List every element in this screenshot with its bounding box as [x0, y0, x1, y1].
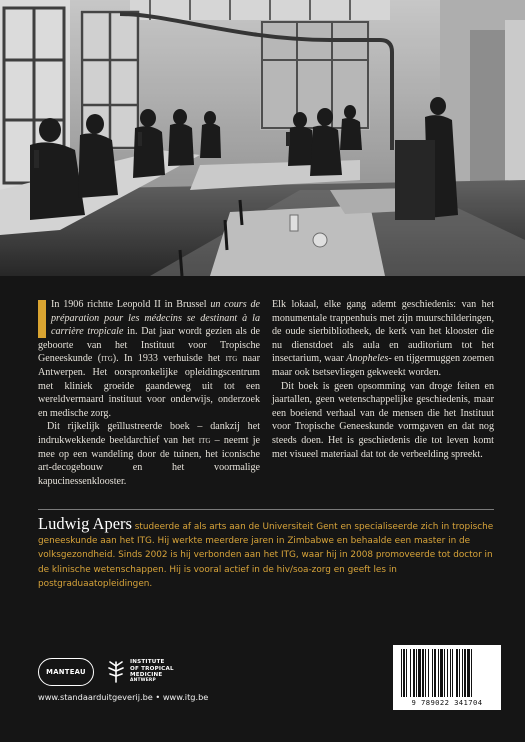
paragraph-3-text-a: Elk lokaal, elke gang ademt geschiedenis: van het monumentale trappenhuis met zijn muurschilderingen, de oude sierbibliotheek, de kerk van het klooster die nu dienstdoet als aula en auditorium tot het insectarium, waar — [272, 299, 494, 365]
barcode-bar — [452, 649, 453, 697]
abbr-itg: itg — [101, 353, 113, 365]
paragraph-3-italic: Anopheles — [346, 353, 389, 365]
publisher-logos — [38, 658, 174, 686]
paragraph-4: Dit boek is geen opsomming van droge feiten en jaartallen, geen wetenschappelijke geschiedenis, maar een boeiend verhaal van de mensen die het Instituut voor Tropische Geneeskunde vormgaven en dat nog steeds doen. Het is geschiedenis die tot leven komt met visueel materiaal dat tot de verbeelding spreekt. — [272, 380, 494, 460]
barcode-bar — [410, 649, 411, 697]
blurb-left-column — [38, 298, 260, 488]
barcode-bar — [401, 649, 402, 697]
paragraph-1-text-d: naar Antwerpen. Het oorspronkelijke opleidingscentrum met kliniek groeide gaandeweg uit tot een wereldvermaard instituut voor onderwijs, onderzoek en medische zorg. — [38, 353, 260, 419]
blurb — [38, 298, 494, 488]
itg-line-4: ANTWERP — [130, 678, 156, 684]
paragraph-2 — [38, 420, 260, 488]
itg-line-2: OF TROPICAL — [130, 665, 174, 672]
paragraph-1-initial: I — [51, 299, 55, 310]
barcode-bar — [413, 649, 415, 697]
barcode-bar — [464, 649, 466, 697]
paragraph-3-text-b: - en tijgermuggen zoemen maar ook tsetsevliegen gekweekt worden. — [272, 353, 494, 378]
manteau-logo — [38, 658, 94, 686]
divider — [38, 509, 494, 510]
paragraph-1-text-c: ). In 1933 verhuisde het — [112, 353, 226, 365]
accent-bar — [38, 300, 46, 338]
barcode-bar — [406, 649, 407, 697]
barcode-bar — [447, 649, 448, 697]
barcode-bars — [399, 649, 495, 697]
itg-logo — [106, 659, 174, 685]
itg-line-3: MEDICINE — [130, 672, 163, 678]
itg-emblem-icon — [106, 660, 126, 684]
itg-line-1: INSTITUTE — [130, 659, 165, 666]
manteau-logo-text: MANTEAU — [46, 668, 86, 676]
author-bio-text: studeerde af als arts aan de Universiteit Gent en specialiseerde zich in tropische geneeskunde aan het ITG. Hij werkte meerdere jaren in Zimbabwe en behaalde een master in de volksgezondheid. Sinds 2002 is hij verbonden aan het ITG, waar hij in 2008 promoveerde tot doctor in de klinische wetenschappen. Hij is vooral actief in de hiv/soa-zorg en geeft les in postgraduaatopleidingen. — [38, 522, 494, 589]
paragraph-1-italic: un cours de préparation pour les médecins se destinant à la carrière tropicale — [51, 299, 260, 338]
barcode-bar — [459, 649, 460, 697]
barcode-bar — [456, 649, 458, 697]
barcode-bar — [422, 649, 424, 697]
barcode-bar — [450, 649, 451, 697]
barcode-bar — [438, 649, 439, 697]
itg-logo-text — [130, 659, 174, 685]
laboratory-photo — [0, 0, 525, 276]
blurb-right-column — [272, 298, 494, 488]
paragraph-1 — [38, 298, 260, 420]
barcode-bar — [444, 649, 445, 697]
paragraph-1-text-a: n 1906 richtte Leopold II in Brussel — [54, 299, 211, 310]
paragraph-3 — [272, 298, 494, 380]
barcode-bar — [432, 649, 433, 697]
barcode-bar — [416, 649, 417, 697]
author-bio — [38, 514, 498, 591]
barcode-bar — [428, 649, 429, 697]
abbr-itg: itg — [225, 353, 238, 365]
paragraph-2-text-a: Dit rijkelijk geïllustreerde boek – dankzij het indrukwekkende beeldarchief van het — [38, 421, 260, 446]
barcode-bar — [462, 649, 463, 697]
isbn-barcode — [393, 645, 501, 710]
author-name: Ludwig Apers — [38, 514, 132, 533]
barcode-bar — [471, 649, 472, 697]
paragraph-2-text-b: – neemt je mee op een wandeling door de tuinen, het iconische art-decogebouw en het voormalige kapucinessenklooster. — [38, 434, 260, 487]
barcode-bar — [434, 649, 436, 697]
barcode-bar — [418, 649, 421, 697]
paragraph-1-text-b: in. Dat jaar wordt gezien als de geboorte van het Instituut voor Tropische Geneeskunde ( — [38, 326, 260, 365]
barcode-bar — [440, 649, 443, 697]
barcode-bar — [403, 649, 405, 697]
barcode-bar — [425, 649, 426, 697]
abbr-itg: itg — [198, 434, 211, 446]
isbn-number: 9 789022 341704 — [411, 698, 483, 707]
cover-photo — [0, 0, 525, 276]
barcode-bar — [467, 649, 470, 697]
website-links[interactable]: www.standaarduitgeverij.be • www.itg.be — [38, 692, 209, 702]
